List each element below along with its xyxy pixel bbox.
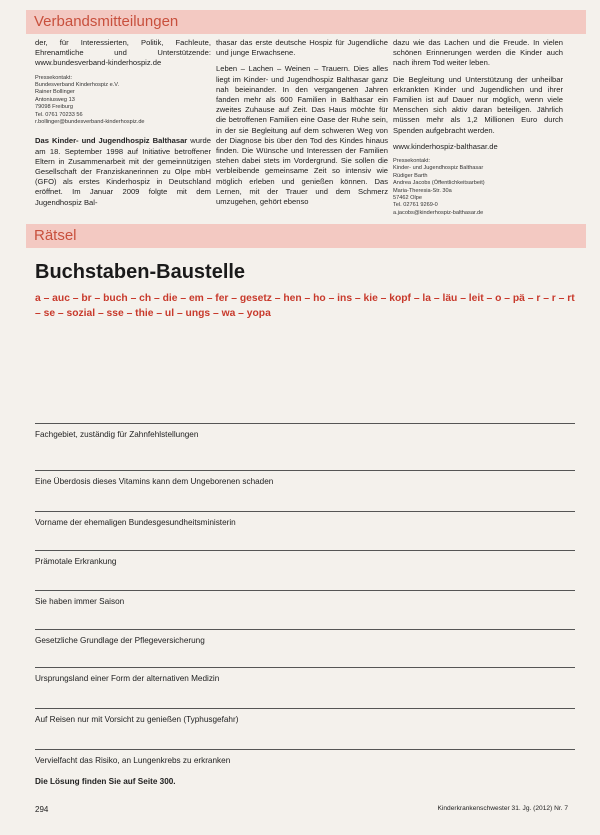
contact-line: r.bollinger@bundesverband-kinderhospiz.de <box>35 119 145 126</box>
clue-text: Sie haben immer Saison <box>35 597 125 606</box>
paragraph: Leben – Lachen – Weinen – Trauern. Dies alles liegt im Kinder- und Jugendhospiz Balthasar ganz nah beieinander. In den vergangenen Jahren fanden mehr als 600 Familien in Balthasar ein zweites Zuhause auf Zeit. Das Haus möchte für die betroffenen Familien eine Oase der Ruhe sein, in der sie Begleitung auf dem schweren Weg von der Diagnose bis über den Tod des Kindes hinaus finden. Die Wünsche und Interessen der Familien stehen dabei stets im Vordergrund. Sie sollen die verbleibende gemeinsame Zeit so intensiv wie möglich erleben und genießen können. Das Lernen, mit der Trauer und dem Schmerz umzugehen, gehört ebenso <box>216 64 388 207</box>
article-column-3 <box>393 38 563 227</box>
website-link[interactable]: www.kinderhospiz-balthasar.de <box>393 141 498 151</box>
clue-text: Ursprungsland einer Form der alternativen Medizin <box>35 674 220 683</box>
answer-line[interactable] <box>35 708 575 709</box>
clue-row <box>35 749 575 765</box>
clue-text: Auf Reisen nur mit Vorsicht zu genießen (Typhusgefahr) <box>35 715 239 724</box>
answer-line[interactable] <box>35 590 575 591</box>
clue-text: Eine Überdosis dieses Vitamins kann dem Ungeborenen schaden <box>35 477 274 486</box>
contact-line: Tel. 0761 70233 56 <box>35 111 83 118</box>
contact-line: Bundesverband Kinderhospiz e.V. <box>35 82 120 89</box>
clue-text: Prämotale Erkrankung <box>35 557 117 566</box>
article-column-2 <box>216 38 388 213</box>
contact-line: Rüdiger Barth <box>393 172 428 179</box>
section-title: Rätsel <box>34 227 77 244</box>
clue-text: Fachgebiet, zuständig für Zahnfehlstellungen <box>35 430 199 439</box>
clue-row <box>35 423 575 439</box>
page-number: 294 <box>35 805 49 814</box>
contact-line: Pressekontakt: <box>35 74 72 81</box>
section-title: Verbandsmitteilungen <box>34 13 179 30</box>
contact-line: Andrea Jacobs (Öffentlichkeitsarbeit) <box>393 180 485 187</box>
answer-line[interactable] <box>35 629 575 630</box>
clue-row <box>35 470 575 486</box>
article-column-1 <box>35 38 211 214</box>
journal-footer: Kinderkrankenschwester 31. Jg. (2012) Nr. 7 <box>437 805 568 812</box>
paragraph <box>35 136 211 207</box>
solution-note: Die Lösung finden Sie auf Seite 300. <box>35 777 176 786</box>
answer-line[interactable] <box>35 511 575 512</box>
contact-line: a.jacobs@kinderhospiz-balthasar.de <box>393 209 484 216</box>
lead-in: Das Kinder- und Jugendhospiz Balthasar <box>35 136 188 146</box>
clue-text: Vorname der ehemaligen Bundesgesundheitsministerin <box>35 518 236 527</box>
contact-line: Rainer Bollinger <box>35 89 75 96</box>
answer-line[interactable] <box>35 667 575 668</box>
clue-row <box>35 590 575 606</box>
paragraph: dazu wie das Lachen und die Freude. In vielen schönen Erinnerungen werden die Kinder auch nach ihrem Tod weiter leben. <box>393 38 563 68</box>
section-header-raetsel <box>26 224 586 248</box>
contact-line: Pressekontakt: <box>393 158 430 165</box>
paragraph: Die Begleitung und Unterstützung der unheilbar erkrankten Kinder und Jugendlichen und ihrer Familien ist auf Dauer nur möglich, wenn viele Menschen sich aktiv daran beteiligen. Jährlich müssen mehr als 1,2 Millionen Euro durch Spenden aufgebracht werden. <box>393 74 563 135</box>
answer-line[interactable] <box>35 423 575 424</box>
clue-row <box>35 511 575 527</box>
clue-text: Gesetzliche Grundlage der Pflegeversicherung <box>35 636 205 645</box>
contact-line: 57462 Olpe <box>393 195 422 202</box>
clue-row <box>35 667 575 683</box>
contact-line: Antoniusweg 13 <box>35 96 75 103</box>
clue-row <box>35 629 575 645</box>
clue-row <box>35 708 575 724</box>
contact-line: Tel. 02761 9269-0 <box>393 202 438 209</box>
section-header-verbandsmitteilungen <box>26 10 586 34</box>
clue-text: Vervielfacht das Risiko, an Lungenkrebs zu erkranken <box>35 756 231 765</box>
press-contact-block <box>393 158 563 217</box>
syllable-list: a – auc – br – buch – ch – die – em – fer – gesetz – hen – ho – ins – kie – kopf – la – läu – leit – o – pä – r – r – rt – se – sozial – sse – thie – ul – ungs – wa – yopa <box>35 293 575 319</box>
paragraph: der, für Interessierten, Politik, Fachleute, Ehrenamtliche und Unterstützende: www.bundesverband-kinderhospiz.de <box>35 38 211 68</box>
contact-line: Maria-Theresia-Str. 30a <box>393 187 452 194</box>
press-contact-block <box>35 75 211 127</box>
paragraph-text: wurde am 18. September 1998 auf Initiative betroffener Eltern in Zusammenarbeit mit der gemeinnützigen Gesellschaft der Franziskanerinnen zu Olpe mbH (GFO) als erstes Kinderhospiz in Deutschland eröffnet. Im Januar 2009 folgte mit dem Jugendhospiz Bal- <box>35 136 211 207</box>
puzzle-title: Buchstaben-Baustelle <box>35 261 246 283</box>
clue-row <box>35 550 575 566</box>
paragraph: thasar das erste deutsche Hospiz für Jugendliche und junge Erwachsene. <box>216 38 388 58</box>
answer-line[interactable] <box>35 749 575 750</box>
answer-line[interactable] <box>35 470 575 471</box>
contact-line: 79098 Freiburg <box>35 104 73 111</box>
contact-line: Kinder- und Jugendhospiz Balthasar <box>393 165 484 172</box>
answer-line[interactable] <box>35 550 575 551</box>
